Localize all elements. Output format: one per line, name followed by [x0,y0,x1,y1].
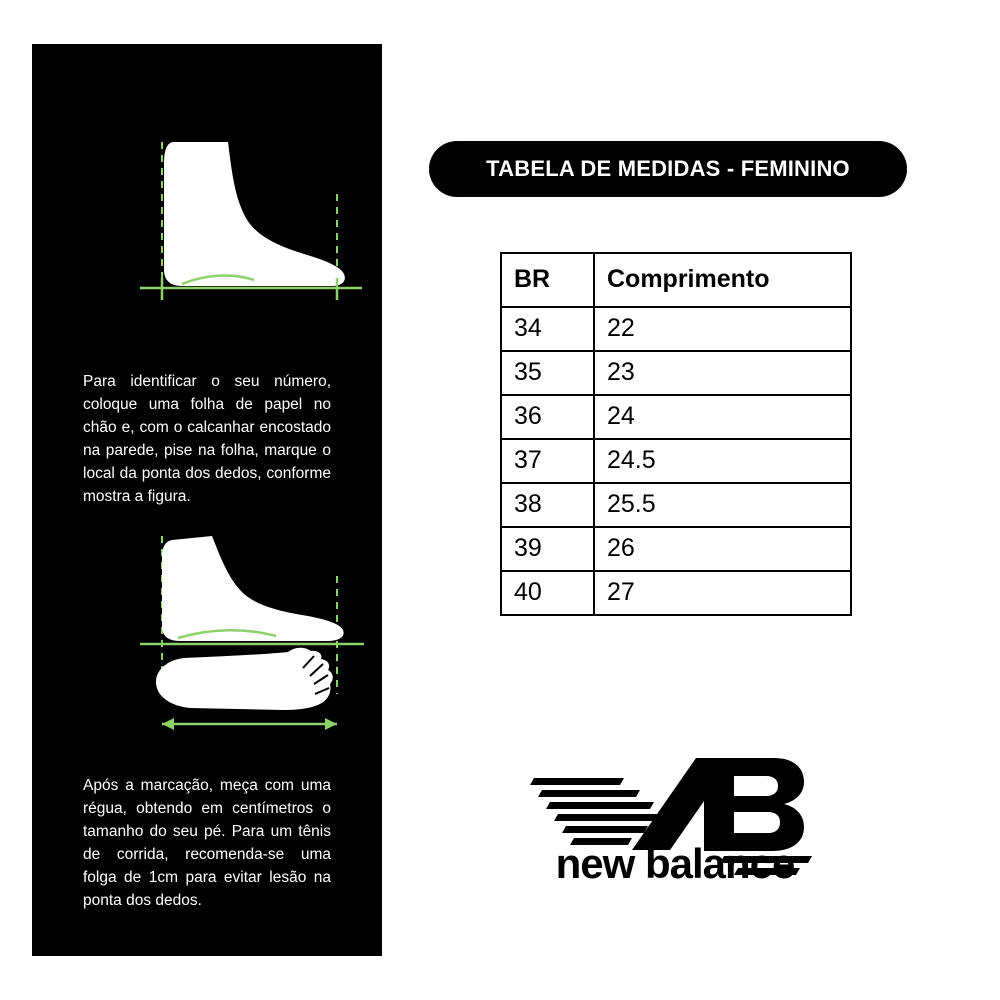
cell-br: 38 [501,483,594,527]
cell-comprimento: 24 [594,395,851,439]
cell-comprimento: 23 [594,351,851,395]
table-row [501,351,851,395]
brand-wordmark: new balance [555,840,795,887]
cell-comprimento: 24.5 [594,439,851,483]
table-row [501,439,851,483]
table-row [501,571,851,615]
instruction-text-2-body: Após a marcação, meça com uma régua, obtendo em centímetros o tamanho do seu pé. Para um tênis de corrida, recomenda-se uma folga de 1cm para evitar lesão na ponta dos dedos. [83,777,331,909]
cell-br: 34 [501,307,594,351]
top-view-foot-diagram [32,534,382,744]
table-row [501,527,851,571]
cell-br: 35 [501,351,594,395]
side-view-foot-diagram [32,134,382,354]
cell-comprimento: 22 [594,307,851,351]
cell-br: 36 [501,395,594,439]
table-row [501,395,851,439]
table-row [501,307,851,351]
instruction-text-2 [32,774,382,912]
instructions-panel [32,44,382,956]
cell-br: 40 [501,571,594,615]
cell-br: 39 [501,527,594,571]
cell-comprimento: 27 [594,571,851,615]
cell-br: 37 [501,439,594,483]
cell-comprimento: 25.5 [594,483,851,527]
page-title: TABELA DE MEDIDAS - FEMININO [429,141,907,197]
size-table [500,252,852,616]
column-header-br: BR [501,253,594,307]
instruction-text-1 [32,370,382,508]
column-header-comprimento: Comprimento [594,253,851,307]
table-header-row [501,253,851,307]
table-row [501,483,851,527]
cell-comprimento: 26 [594,527,851,571]
instruction-text-1-body: Para identificar o seu número, coloque uma folha de papel no chão e, com o calcanhar encostado na parede, pise na folha, marque o local da ponta dos dedos, conforme mostra a figura. [83,373,331,505]
